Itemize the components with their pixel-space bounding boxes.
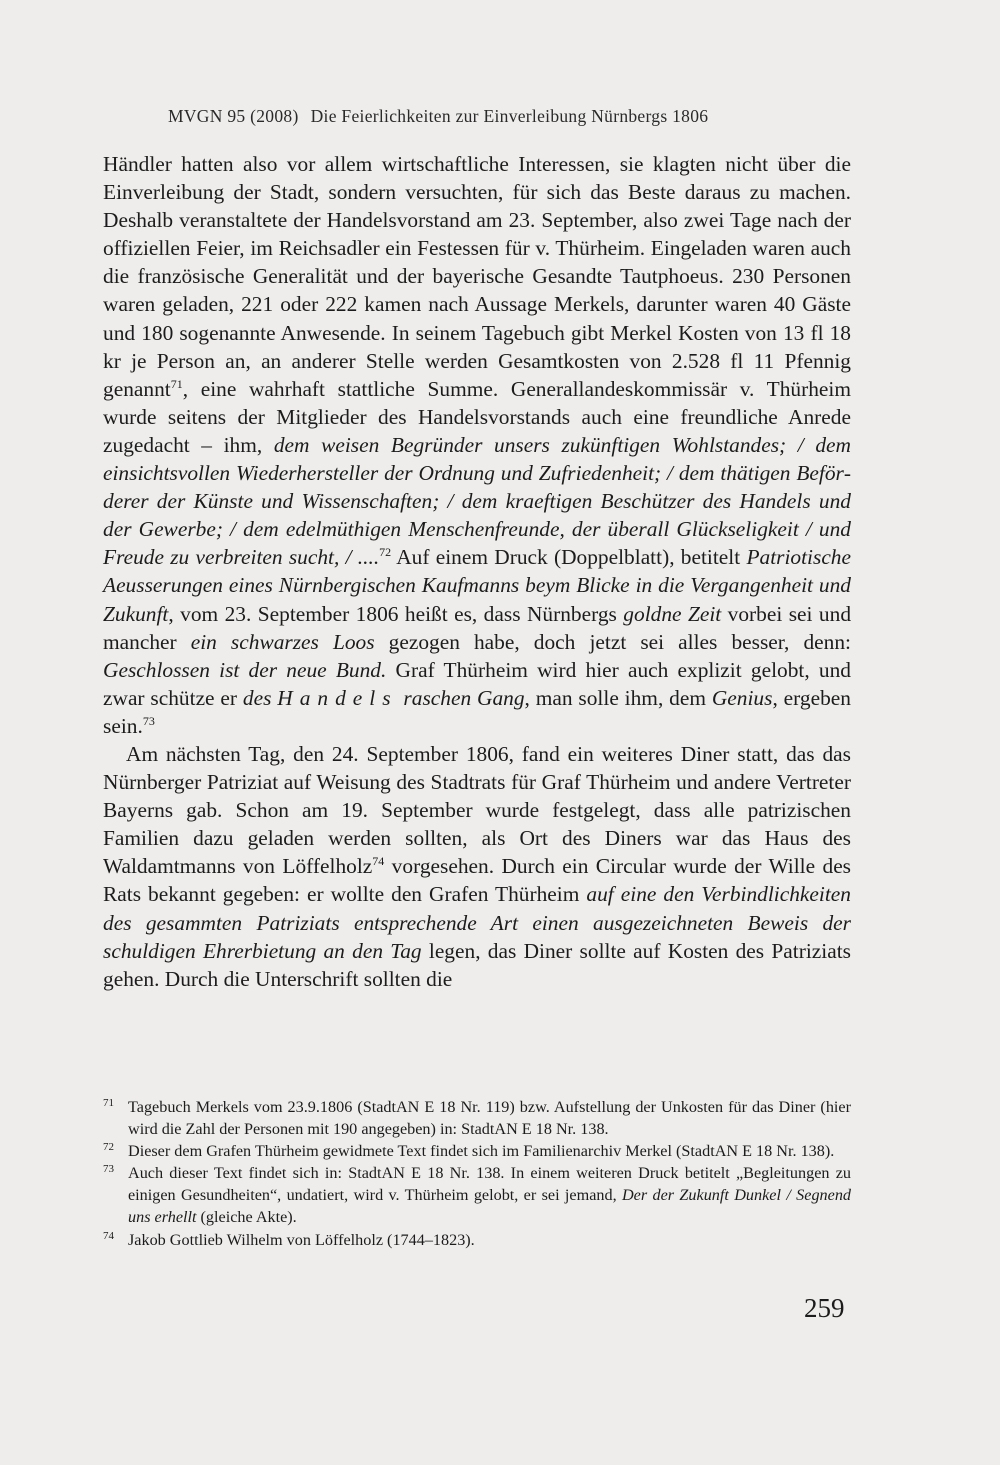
footnote-number: 73 xyxy=(103,1163,114,1176)
quotation: goldne Zeit xyxy=(623,601,722,626)
text-span: gezogen habe, doch jetzt sei alles besser, denn: xyxy=(374,629,851,654)
footnote-ref-71[interactable]: 71 xyxy=(170,376,183,391)
text-span: Graf Thürheim wird hier auch explizit gelobt, und zwar schütze er xyxy=(103,657,851,710)
quotation: ein schwarzes Loos xyxy=(190,629,375,654)
quotation: auf eine den Verbindlichkeiten des gesammten Patriziats entsprechende Art einen ausgezeichneten Beweis der schuldigen Ehrerbietung an den Tag xyxy=(103,882,851,963)
footnote-text: (gleiche Akte). xyxy=(196,1208,297,1227)
footnote-71 xyxy=(103,1096,851,1140)
footnote-text: Tagebuch Merkels vom 23.9.1806 (StadtAN E 18 Nr. 119) bzw. Aufstellung der Unkosten für das Diner (hier wird die Zahl der Personen mit 190 angegeben) in: StadtAN E 18 Nr. 138. xyxy=(128,1098,851,1139)
quotation: raschen Gang xyxy=(397,685,525,710)
quotation: dem weisen Begründer unsers zukünftigen Wohlstandes; / dem einsichtsvollen Wiederhersteller der Ordnung und Zufriedenheit; / dem thätigen Beförderer der Künste und Wissenschaften; / dem kraeftigen Beschützer des Handels und der Gewerbe; / dem edelmüthigen Menschenfreunde, der überall Glückseligkeit / und Freude zu verbreiten sucht, / .... xyxy=(103,432,851,570)
chapter-title: Die Feierlichkeiten zur Einverleibung Nürnbergs 1806 xyxy=(310,106,709,126)
paragraph-1 xyxy=(103,150,851,740)
text-span: , man solle ihm, dem xyxy=(524,685,712,710)
footnote-number: 72 xyxy=(103,1141,114,1154)
footnote-ref-73[interactable]: 73 xyxy=(142,713,155,728)
running-header xyxy=(168,106,708,127)
footnote-text: Dieser dem Grafen Thürheim gewidmete Text findet sich im Familienarchiv Merkel (StadtAN E 18 Nr. 138). xyxy=(128,1142,835,1161)
text-span: vorbei sei und mancher xyxy=(103,601,852,654)
text-span: vorgesehen. Durch ein Circular wurde der Wille des Rats bekannt gegeben: er wollte den Grafen Thürheim xyxy=(103,854,852,907)
journal-reference: MVGN 95 (2008) xyxy=(168,106,299,126)
text-span: Am nächsten Tag, den 24. September 1806, fand ein weiteres Diner statt, das das Nürnberger Patriziat auf Weisung des Stadtrats für Graf Thürheim und andere Vertreter Bayerns gab. Schon am 19. September wurde festgelegt, dass alle patrizischen Familien dazu geladen werden sollten, als Ort des Diners war das Haus des Waldamtmanns von Löffelholz xyxy=(103,741,851,879)
text-span: Auf einem Druck (Doppelblatt), betitelt xyxy=(391,545,747,570)
footnote-ref-72[interactable]: 72 xyxy=(379,545,392,560)
footnote-74 xyxy=(103,1229,851,1251)
page-number: 259 xyxy=(804,1293,845,1323)
quotation: Geschlossen ist der neue Bund. xyxy=(103,657,387,682)
text-span: Händler hatten also vor allem wirtschaftliche Interessen, sie klagten nicht über die Einverleibung der Stadt, sondern versuchten, für sich das Beste daraus zu machen. Deshalb veranstaltete der Handelsvorstand am 23. September, also zwei Tage nach der offiziellen Feier, im Reichsadler ein Festessen für v. Thürheim. Eingeladen waren auch die französische Generalität und der bayerische Gesandte Tautphoeus. 230 Personen waren geladen, 221 oder 222 kamen nach Aussage Merkels, darunter waren 40 Gäste und 180 sogenannte Anwesende. In seinem Tagebuch gibt Merkel Kosten von 13 fl 18 kr je Person an, an anderer Stelle werden Gesamtkosten von 2.528 fl 11 Pfennig genannt xyxy=(103,152,851,401)
footnote-72 xyxy=(103,1140,851,1162)
text-span: , eine wahrhaft stattliche Summe. Generallandeskommissär v. Thürheim wurde seitens der Mitglieder des Handelsvorstands auch eine freundliche Anrede zugedacht – ihm, xyxy=(103,376,851,457)
footnote-number: 74 xyxy=(103,1229,114,1242)
footnote-quotation: Der der Zukunft Dunkel / Segnend uns erhellt xyxy=(128,1186,852,1227)
footnote-73 xyxy=(103,1162,851,1228)
quotation: Patriotische Aeusserungen eines Nürnbergischen Kaufmanns beym Blicke in die Vergangenheit und Zukunft xyxy=(103,545,851,626)
text-span: legen, das Diner sollte auf Kosten des Patriziats gehen. Durch die Unterschrift sollten die xyxy=(103,938,851,991)
footnote-number: 71 xyxy=(103,1097,114,1109)
footnotes xyxy=(103,1096,851,1251)
main-text xyxy=(103,150,851,993)
footnote-ref-74[interactable]: 74 xyxy=(372,854,385,869)
footnote-text: Jakob Gottlieb Wilhelm von Löffelholz (1744–1823). xyxy=(128,1230,475,1249)
quotation-spaced: Handels xyxy=(277,685,398,710)
footnote-text: Auch dieser Text findet sich in: StadtAN E 18 Nr. 138. In einem weiteren Druck betitelt „Begleitungen zu einigen Gesundheiten“, undatiert, wird v. Thürheim gelobt, er sei jemand, xyxy=(128,1164,851,1205)
text-span: , vom 23. September 1806 heißt es, dass Nürnbergs xyxy=(168,601,624,626)
text-span: , ergeben sein. xyxy=(103,685,851,738)
quotation: Genius xyxy=(711,685,773,710)
paragraph-2 xyxy=(103,740,851,993)
quotation: des xyxy=(242,685,278,710)
